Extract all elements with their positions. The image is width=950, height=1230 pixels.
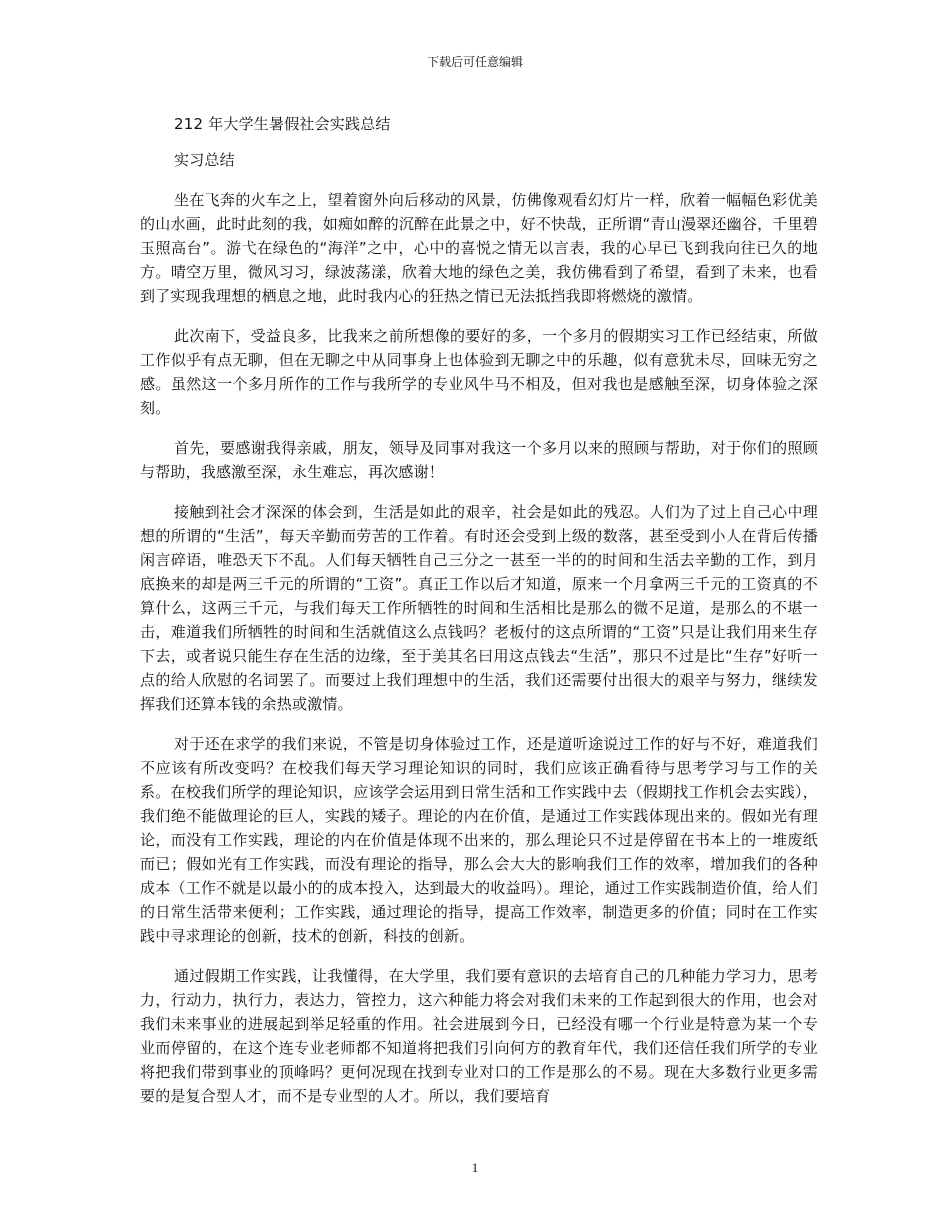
paragraph-2: 此次南下，受益良多，比我来之前所想像的要好的多，一个多月的假期实习工作已经结束，所做工作似乎有点无聊，但在无聊之中从同事身上也体验到无聊之中的乐趣，似有意犹未尽，回味无穷之感。虽然这一个多月所作的工作与我所学的专业风牛马不相及，但对我也是感触至深，切身体验之深刻。 [140,327,818,417]
paragraph-1: 坐在飞奔的火车之上，望着窗外向后移动的风景，仿佛像观看幻灯片一样，欣着一幅幅色彩优美的山水画，此时此刻的我，如痴如醉的沉醉在此景之中，好不快哉，正所谓“青山漫翠还幽谷，千里碧玉照高台”。游弋在绿色的“海洋”之中，心中的喜悦之情无以言表，我的心早已飞到我向往已久的地方。晴空万里，微风习习，绿波荡漾，欣着大地的绿色之美，我仿佛看到了希望，看到了未来，也看到了实现我理想的栖息之地，此时我内心的狂热之情已无法抵挡我即将燃烧的激情。 [140,191,818,305]
paragraph-3: 首先，要感谢我得亲戚，朋友，领导及同事对我这一个多月以来的照顾与帮助，对于你们的照顾与帮助，我感激至深，永生难忘，再次感谢！ [140,439,818,481]
header-note: 下载后可任意编辑 [426,55,523,69]
document-body [140,112,818,1124]
page-number: 1 [471,1160,479,1175]
paragraph-5: 对于还在求学的我们来说，不管是切身体验过工作，还是道听途说过工作的好与不好，难道我们不应该有所改变吗？在校我们每天学习理论知识的同时，我们应该正确看待与思考学习与工作的关系。在校我们所学的理论知识，应该学会运用到日常生活和工作实践中去（假期找工作机会去实践），我们绝不能做理论的巨人，实践的矮子。理论的内在价值，是通过工作实践体现出来的。假如光有理论，而没有工作实践，理论的内在价值是体现不出来的，那么理论只不过是停留在书本上的一堆废纸而已；假如光有工作实践，而没有理论的指导，那么会大大的影响我们工作的效率，增加我们的各种成本（工作不就是以最小的的成本投入，达到最大的收益吗）。理论，通过工作实践制造价值，给人们的日常生活带来便利；工作实践，通过理论的指导，提高工作效率，制造更多的价值；同时在工作实践中寻求理论的创新，技术的创新，科技的创新。 [140,735,818,945]
paragraph-4: 接触到社会才深深的体会到，生活是如此的艰辛，社会是如此的残忍。人们为了过上自己心中理想的所谓的“生活”，每天辛勤而劳苦的工作着。有时还会受到上级的数落，甚至受到小人在背后传播闲言碎语，唯恐天下不乱。人们每天牺牲自己三分之一甚至一半的的时间和生活去辛勤的工作，到月底换来的却是两三千元的所谓的“工资”。真正工作以后才知道，原来一个月拿两三千元的工资真的不算什么，这两三千元，与我们每天工作所牺牲的时间和生活相比是那么的微不足道，是那么的不堪一击，难道我们所牺牲的时间和生活就值这么点钱吗？老板付的这点所谓的“工资”只是让我们用来生存下去，或者说只能生存在生活的边缘，至于美其名曰用这点钱去“生活”，那只不过是比“生存”好听一点的给人欣慰的名词罢了。而要过上我们理想中的生活，我们还需要付出很大的艰辛与努力，继续发挥我们还算本钱的余热或激情。 [140,503,818,713]
paragraph-6: 通过假期工作实践，让我懂得，在大学里，我们要有意识的去培育自己的几种能力学习力，思考力，行动力，执行力，表达力，管控力，这六种能力将会对我们未来的工作起到很大的作用，也会对我们未来事业的进展起到举足轻重的作用。社会进展到今日，已经没有哪一个行业是特意为某一个专业而停留的，在这个连专业老师都不知道将把我们引向何方的教育年代，我们还信任我们所学的专业将把我们带到事业的顶峰吗？更何况现在找到专业对口的工作是那么的不易。现在大多数行业更多需要的是复合型人才，而不是专业型的人才。所以，我们要培育 [140,967,818,1105]
document-subtitle: 实习总结 [174,151,235,169]
document-title: 212 年大学生暑假社会实践总结 [174,115,391,133]
